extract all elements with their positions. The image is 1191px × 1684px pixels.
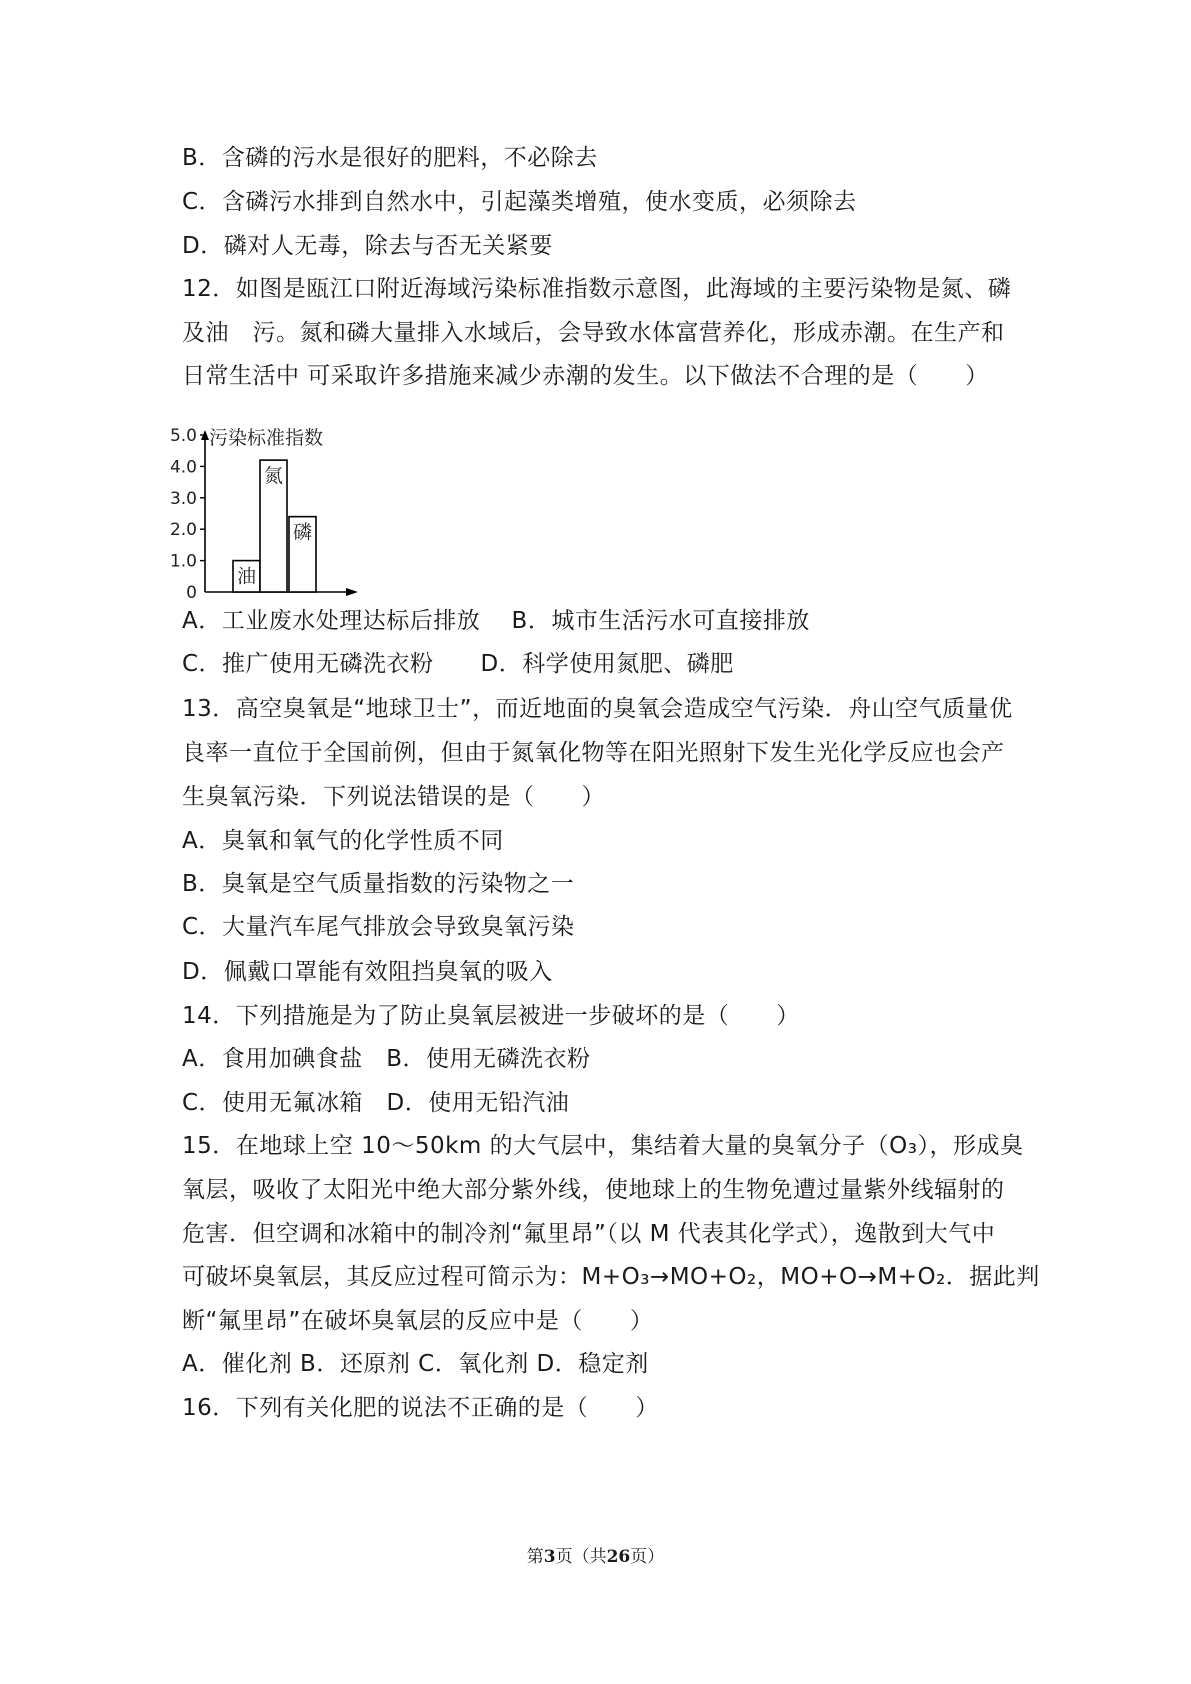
y-tick-label: 0 <box>186 583 197 603</box>
text-line: 16．下列有关化肥的说法不正确的是（ ） <box>182 1395 659 1421</box>
pollution-index-chart <box>169 426 398 650</box>
x-axis-arrow <box>346 588 358 596</box>
footer-total-pages: 26 <box>606 1547 631 1567</box>
footer-middle: 页（共 <box>555 1547 607 1567</box>
text-line: 断“氟里昂”在破坏臭氧层的反应中是（ ） <box>182 1308 654 1334</box>
footer-suffix: 页） <box>630 1547 665 1567</box>
footer-prefix: 第 <box>526 1547 544 1567</box>
text-line: C．含磷污水排到自然水中，引起藻类增殖，使水变质，必须除去 <box>182 189 857 215</box>
text-line: A．工业废水处理达标后排放 B．城市生活污水可直接排放 <box>182 608 810 634</box>
text-line: C．使用无氟冰箱 D．使用无铅汽油 <box>182 1090 570 1116</box>
bar-label: 氮 <box>263 465 284 488</box>
text-line: 可破坏臭氧层，其反应过程可简示为：M+O₃→MO+O₂，MO+O→M+O₂．据此判 <box>182 1264 1040 1290</box>
text-line: 良率一直位于全国前例，但由于氮氧化物等在阳光照射下发生光化学反应也会产 <box>182 740 1005 766</box>
y-tick-label: 1.0 <box>169 551 197 572</box>
page-footer <box>0 1542 1191 1567</box>
text-line: 氧层，吸收了太阳光中绝大部分紫外线，使地球上的生物免遭过量紫外线辐射的 <box>182 1177 1005 1203</box>
text-line: D．佩戴口罩能有效阻挡臭氧的吸入 <box>182 959 553 985</box>
chart-svg <box>169 426 398 650</box>
text-line: C．推广使用无磷洗衣粉 D．科学使用氮肥、磷肥 <box>182 651 734 677</box>
text-line: 13．高空臭氧是“地球卫士”，而近地面的臭氧会造成空气污染．舟山空气质量优 <box>182 696 1013 722</box>
chart-title: 污染标准指数 <box>209 427 324 449</box>
bar-label: 磷 <box>292 521 313 544</box>
text-line: 生臭氧污染．下列说法错误的是（ ） <box>182 784 605 810</box>
text-line: A．臭氧和氧气的化学性质不同 <box>182 828 504 854</box>
text-line: A．食用加碘食盐 B．使用无磷洗衣粉 <box>182 1046 591 1072</box>
text-line: A．催化剂 B．还原剂 C．氧化剂 D．稳定剂 <box>182 1351 649 1377</box>
y-tick-label: 2.0 <box>169 520 197 541</box>
text-line: 12．如图是瓯江口附近海域污染标准指数示意图，此海域的主要污染物是氮、磷 <box>182 276 1012 302</box>
text-line: 14．下列措施是为了防止臭氧层被进一步破坏的是（ ） <box>182 1003 800 1029</box>
text-line: B．臭氧是空气质量指数的污染物之一 <box>182 871 575 897</box>
text-line: 日常生活中 可采取许多措施来减少赤潮的发生。以下做法不合理的是（ ） <box>182 363 989 389</box>
text-line: B．含磷的污水是很好的肥料，不必除去 <box>182 145 598 171</box>
y-tick-label: 5.0 <box>169 426 197 446</box>
y-tick-label: 4.0 <box>169 457 197 478</box>
text-line: D．磷对人无毒，除去与否无关紧要 <box>182 233 553 259</box>
y-tick-label: 3.0 <box>169 488 197 509</box>
text-line: 危害．但空调和冰箱中的制冷剂“氟里昂”（以 M 代表其化学式），逸散到大气中 <box>182 1221 996 1247</box>
text-line: 及油 污。氮和磷大量排入水域后，会导致水体富营养化，形成赤潮。在生产和 <box>182 320 1005 346</box>
footer-page-number: 3 <box>543 1547 556 1567</box>
text-line: 15．在地球上空 10～50km 的大气层中，集结着大量的臭氧分子（O₃），形成臭 <box>182 1133 1024 1159</box>
bar-label: 油 <box>236 565 257 588</box>
text-line: C．大量汽车尾气排放会导致臭氧污染 <box>182 914 575 940</box>
